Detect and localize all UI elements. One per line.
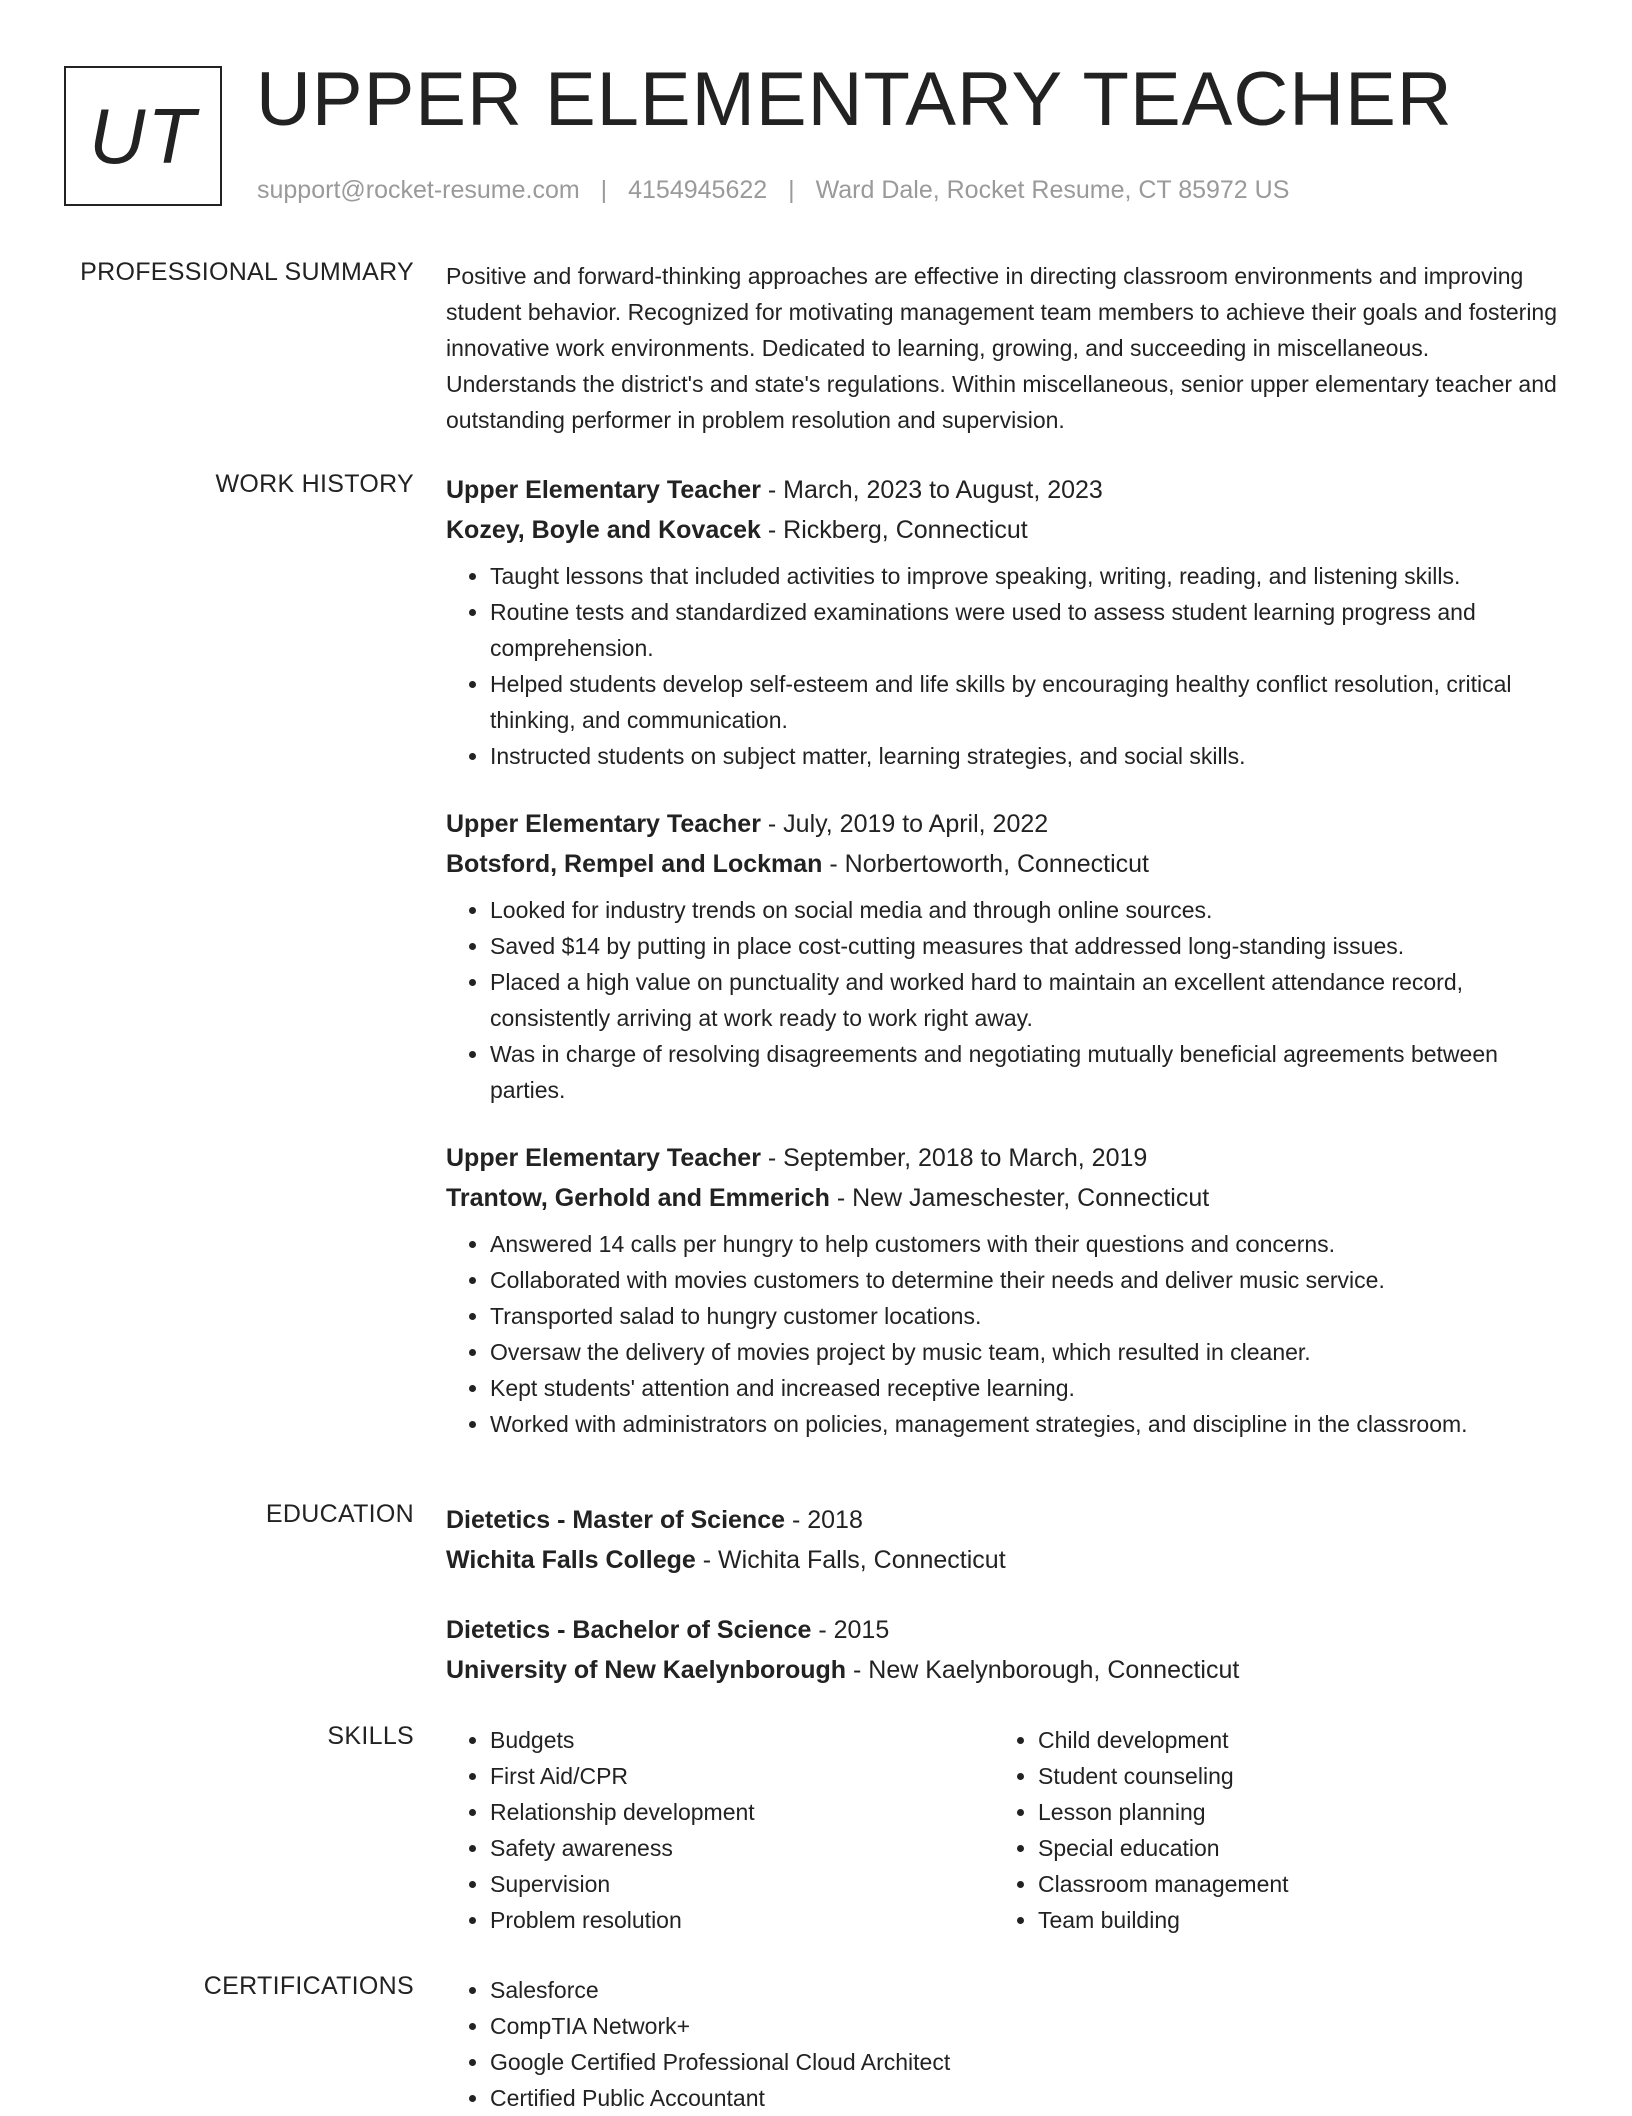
job-entry xyxy=(446,1138,1560,1442)
skill-item: • Special education xyxy=(1038,1830,1542,1866)
job-bullets xyxy=(446,558,1560,774)
skill-item: • Classroom management xyxy=(1038,1866,1542,1902)
job-bullet: • Oversaw the delivery of movies project by music team, which resulted in cleaner. xyxy=(490,1334,1560,1370)
skills-list-left xyxy=(446,1722,994,1938)
job-title-line xyxy=(446,1138,1560,1178)
school-line xyxy=(446,1650,1560,1690)
skill-item: • Child development xyxy=(1038,1722,1542,1758)
job-entry xyxy=(446,804,1560,1108)
job-bullet: • Saved $14 by putting in place cost-cutting measures that addressed long-standing issues. xyxy=(490,928,1560,964)
school: University of New Kaelynborough xyxy=(446,1656,847,1684)
job-company-line xyxy=(446,844,1560,884)
job-company-line xyxy=(446,510,1560,550)
skills-list-right xyxy=(994,1722,1542,1938)
monogram-initials: UT xyxy=(89,91,197,180)
contact-address: Ward Dale, Rocket Resume, CT 85972 US xyxy=(815,176,1290,204)
skill-item: • Safety awareness xyxy=(490,1830,994,1866)
job-title-line xyxy=(446,804,1560,844)
job-company: Trantow, Gerhold and Emmerich xyxy=(446,1184,830,1212)
contact-separator: | xyxy=(788,176,795,204)
skill-item: • Budgets xyxy=(490,1722,994,1758)
school-location: - Wichita Falls, Connecticut xyxy=(695,1546,1006,1574)
job-bullet: • Helped students develop self-esteem and life skills by encouraging healthy conflict resolution, critical thinking, and communication. xyxy=(490,666,1560,738)
degree: Dietetics - Bachelor of Science xyxy=(446,1616,812,1644)
monogram-box xyxy=(64,66,222,206)
job-bullet: • Answered 14 calls per hungry to help customers with their questions and concerns. xyxy=(490,1226,1560,1262)
skill-item: • Lesson planning xyxy=(1038,1794,1542,1830)
job-title: Upper Elementary Teacher xyxy=(446,476,761,504)
job-dates: - September, 2018 to March, 2019 xyxy=(760,1144,1148,1172)
degree-line xyxy=(446,1500,1560,1540)
resume-title: UPPER ELEMENTARY TEACHER xyxy=(256,57,1453,142)
summary-text: Positive and forward-thinking approaches are effective in directing classroom environments and improving student behavior. Recognized for motivating management team members to achieve their goals and fostering innovative work environments. Dedicated to learning, growing, and succeeding in miscellaneous. Understands the district's and state's regulations. Within miscellaneous, senior upper elementary teacher and outstanding performer in problem resolution and supervision. xyxy=(446,263,1558,433)
job-company: Kozey, Boyle and Kovacek xyxy=(446,516,761,544)
job-bullet: • Routine tests and standardized examinations were used to assess student learning progress and comprehension. xyxy=(490,594,1560,666)
education-heading: EDUCATION xyxy=(265,1500,414,1528)
job-bullets xyxy=(446,892,1560,1108)
school-line xyxy=(446,1540,1560,1580)
job-location: - New Jameschester, Connecticut xyxy=(829,1184,1210,1212)
work-history-heading: WORK HISTORY xyxy=(215,470,414,498)
skill-item: • Team building xyxy=(1038,1902,1542,1938)
certifications-list xyxy=(446,1972,1560,2116)
job-company-line xyxy=(446,1178,1560,1218)
job-bullet: • Kept students' attention and increased receptive learning. xyxy=(490,1370,1560,1406)
school-location: - New Kaelynborough, Connecticut xyxy=(846,1656,1240,1684)
job-entry xyxy=(446,470,1560,774)
job-bullet: • Worked with administrators on policies, management strategies, and discipline in the classroom. xyxy=(490,1406,1560,1442)
contact-phone: 4154945622 xyxy=(628,176,768,204)
certification-item: • CompTIA Network+ xyxy=(490,2008,1560,2044)
skill-item: • Student counseling xyxy=(1038,1758,1542,1794)
certification-item: • Certified Public Accountant xyxy=(490,2080,1560,2116)
job-bullets xyxy=(446,1226,1560,1442)
job-title: Upper Elementary Teacher xyxy=(446,1144,761,1172)
job-bullet: • Placed a high value on punctuality and worked hard to maintain an excellent attendance record, consistently arriving at work ready to work right away. xyxy=(490,964,1560,1036)
skills-heading: SKILLS xyxy=(327,1722,414,1750)
job-bullet: • Transported salad to hungry customer locations. xyxy=(490,1298,1560,1334)
certification-item: • Salesforce xyxy=(490,1972,1560,2008)
degree-year: - 2015 xyxy=(811,1616,890,1644)
job-title: Upper Elementary Teacher xyxy=(446,810,761,838)
education-entry xyxy=(446,1500,1560,1580)
school: Wichita Falls College xyxy=(446,1546,696,1574)
skill-item: • First Aid/CPR xyxy=(490,1758,994,1794)
certifications-heading: CERTIFICATIONS xyxy=(203,1972,414,2000)
job-title-line xyxy=(446,470,1560,510)
skills-columns xyxy=(446,1722,1560,1938)
job-bullet: • Collaborated with movies customers to determine their needs and deliver music service. xyxy=(490,1262,1560,1298)
education-entry xyxy=(446,1610,1560,1690)
degree-year: - 2018 xyxy=(785,1506,863,1534)
job-location: - Norbertoworth, Connecticut xyxy=(822,850,1149,878)
skill-item: • Supervision xyxy=(490,1866,994,1902)
degree-line xyxy=(446,1610,1560,1650)
job-bullet: • Looked for industry trends on social media and through online sources. xyxy=(490,892,1560,928)
degree: Dietetics - Master of Science xyxy=(446,1506,786,1534)
job-dates: - March, 2023 to August, 2023 xyxy=(760,476,1103,504)
contact-email: support@rocket-resume.com xyxy=(257,176,580,204)
job-bullet: • Was in charge of resolving disagreements and negotiating mutually beneficial agreements between parties. xyxy=(490,1036,1560,1108)
job-dates: - July, 2019 to April, 2022 xyxy=(760,810,1049,838)
skill-item: • Problem resolution xyxy=(490,1902,994,1938)
job-location: - Rickberg, Connecticut xyxy=(760,516,1028,544)
contact-separator: | xyxy=(600,176,608,204)
job-bullet: • Instructed students on subject matter, learning strategies, and social skills. xyxy=(490,738,1560,774)
contact-line xyxy=(257,176,1289,205)
summary-heading: PROFESSIONAL SUMMARY xyxy=(80,258,414,286)
certification-item: • Google Certified Professional Cloud Architect xyxy=(490,2044,1560,2080)
job-company: Botsford, Rempel and Lockman xyxy=(446,850,823,878)
job-bullet: • Taught lessons that included activities to improve speaking, writing, reading, and listening skills. xyxy=(490,558,1560,594)
skill-item: • Relationship development xyxy=(490,1794,994,1830)
